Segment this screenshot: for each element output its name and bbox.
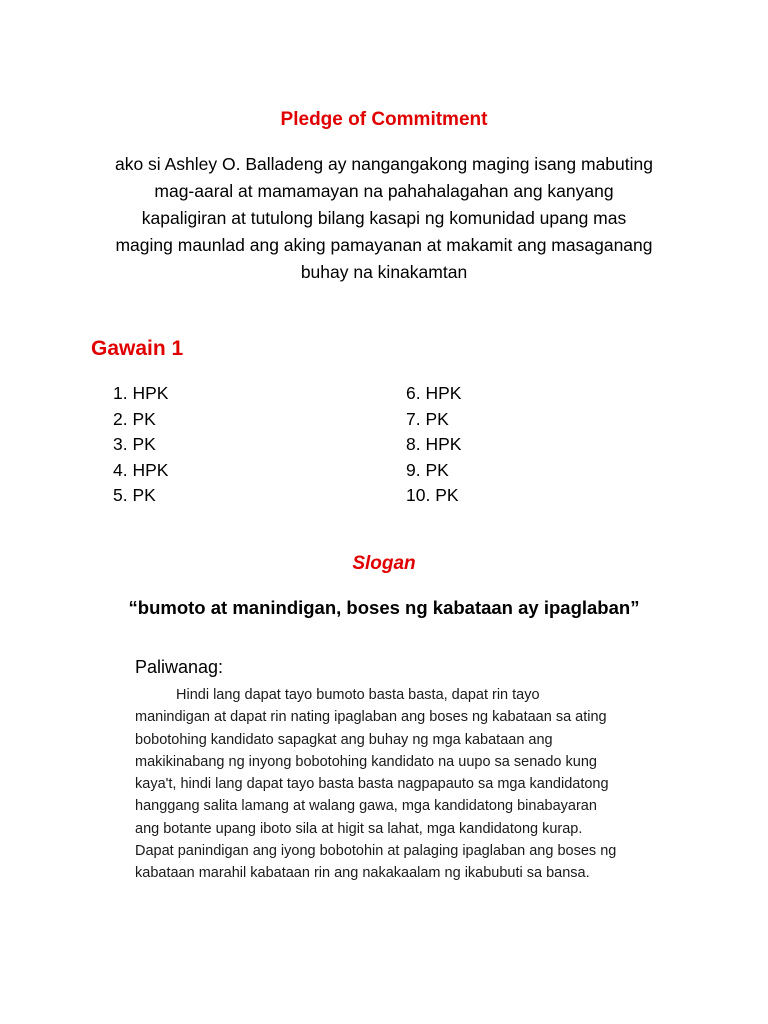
explanation-line: manindigan at dapat rin nating ipaglaban ang boses ng kabataan sa ating bbox=[135, 709, 607, 726]
explanation-line: makikinabang ng inyong bobotohing kandidato na uupo sa senado kung bbox=[135, 753, 597, 770]
answer-item: 2. PK bbox=[113, 408, 156, 429]
answer-item: 5. PK bbox=[113, 485, 156, 505]
slogan-text: “bumoto at manindigan, boses ng kabataan ay ipaglaban” bbox=[128, 597, 640, 618]
pledge-line: ako si Ashley O. Balladeng ay nangangakong maging isang mabuting bbox=[114, 154, 653, 174]
explanation-line: Dapat panindigan ang iyong bobotohin at palaging ipaglaban ang boses ng bbox=[135, 843, 617, 860]
answer-item: 7. PK bbox=[406, 408, 449, 429]
answer-list-right bbox=[406, 381, 461, 509]
explanation-line: hanggang salita lamang at walang gawa, mga kandidatong binabayaran bbox=[135, 798, 597, 815]
answer-item: 4. HPK bbox=[113, 459, 169, 480]
pledge-line: maging maunlad ang aking pamayanan at makamit ang masaganang bbox=[115, 235, 653, 255]
answer-list-left bbox=[113, 381, 168, 509]
explanation-line: ang botante upang iboto sila at higit sa lahat, mga kandidatong kurap. bbox=[135, 820, 583, 837]
explanation-line: kabataan marahil kabataan rin ang nakakaalam ng ikabubuti sa bansa. bbox=[135, 865, 590, 882]
explanation-line: kaya't, hindi lang dapat tayo basta basta nagpapauto sa mga kandidatong bbox=[135, 776, 609, 793]
pledge-line: mag-aaral at mamamayan na pahahalagahan ang kanyang bbox=[154, 181, 614, 201]
answer-item: 6. HPK bbox=[406, 383, 462, 403]
answer-item: 1. HPK bbox=[113, 383, 169, 403]
explanation-line: bobotohing kandidato sapagkat ang buhay ng mga kabataan ang bbox=[135, 731, 553, 748]
answer-item: 9. PK bbox=[406, 459, 449, 480]
answer-item: 10. PK bbox=[406, 485, 459, 505]
pledge-paragraph bbox=[84, 151, 684, 286]
activity-heading: Gawain 1 bbox=[91, 337, 184, 360]
answer-item: 3. PK bbox=[113, 434, 156, 454]
explanation-line: Hindi lang dapat tayo bumoto basta basta, dapat rin tayo bbox=[176, 687, 540, 703]
explanation-label: Paliwanag: bbox=[135, 657, 224, 677]
slogan-heading: Slogan bbox=[352, 553, 416, 574]
pledge-line: buhay na kinakamtan bbox=[300, 262, 468, 282]
page-title: Pledge of Commitment bbox=[280, 109, 488, 130]
answer-item: 8. HPK bbox=[406, 434, 462, 454]
explanation-paragraph bbox=[135, 684, 687, 885]
pledge-line: kapaligiran at tutulong bilang kasapi ng komunidad upang mas bbox=[141, 208, 627, 228]
